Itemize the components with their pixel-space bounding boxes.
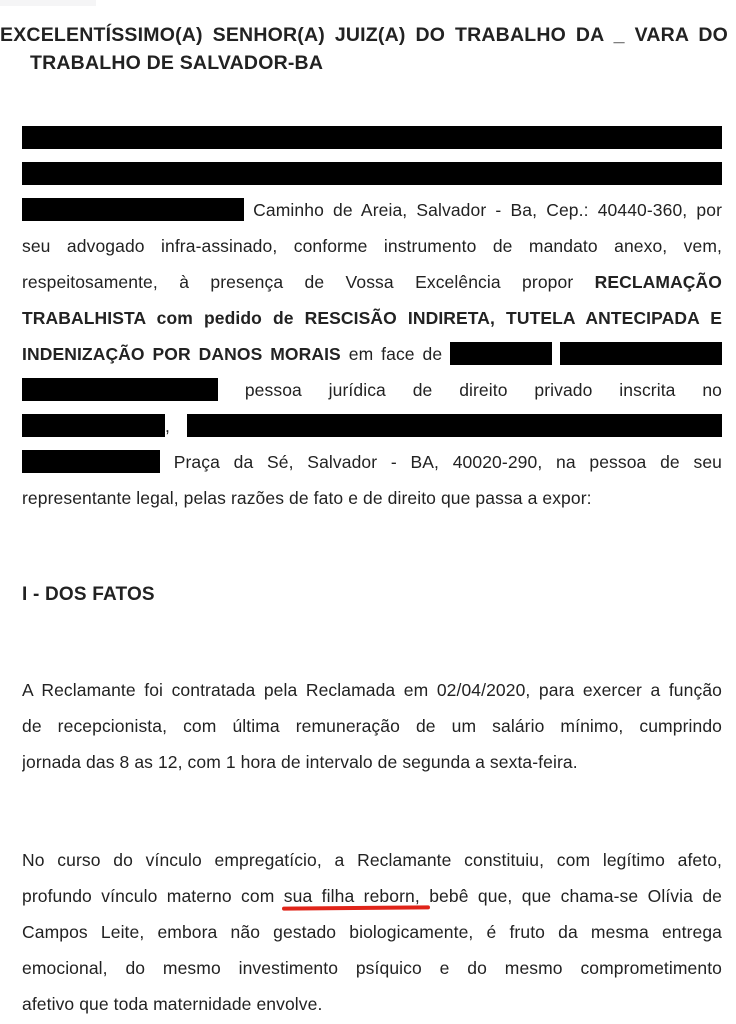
text-run: A Reclamante foi contratada pela Reclamada em 02/04/2020, para exercer a função <box>22 680 722 700</box>
redaction-bar <box>22 162 722 185</box>
paragraph-facts-1 <box>0 672 736 780</box>
document-line <box>22 372 722 408</box>
scan-artifact <box>0 0 96 6</box>
redaction-bar <box>22 126 722 149</box>
text-run: No curso do vínculo empregatício, a Reclamante constituiu, com legítimo afeto, <box>22 850 722 870</box>
text-run: Campos Leite, embora não gestado biologicamente, é fruto da mesma entrega <box>22 922 722 942</box>
document-line <box>22 228 722 264</box>
document-line <box>22 878 722 914</box>
text-run: profundo vínculo materno com <box>22 886 275 906</box>
document-line <box>22 950 722 986</box>
document-line <box>22 156 722 192</box>
document-title <box>0 0 736 77</box>
text-run: Praça da Sé, Salvador - BA, 40020-290, na pessoa de seu <box>173 452 722 472</box>
document-line <box>22 336 722 372</box>
text-run: jornada das 8 as 12, com 1 hora de intervalo de segunda a sexta-feira. <box>22 752 578 772</box>
text-run: afetivo que toda maternidade envolve. <box>22 994 323 1014</box>
redaction-bar <box>22 198 244 221</box>
opening-paragraph <box>0 120 736 516</box>
text-run: em face de <box>348 344 443 364</box>
text-run: representante legal, pelas razões de fato e de direito que passa a expor: <box>22 488 592 508</box>
redaction-bar <box>22 378 218 401</box>
text-run: de recepcionista, com última remuneração de um salário mínimo, cumprindo <box>22 716 722 736</box>
bold-text-run: INDENIZAÇÃO POR DANOS MORAIS <box>22 344 341 364</box>
document-line <box>22 300 722 336</box>
document-line <box>22 120 722 156</box>
paragraph-facts-2 <box>0 842 736 1022</box>
document-line <box>22 744 722 780</box>
redaction-bar <box>22 450 160 473</box>
document-line <box>22 444 722 480</box>
redaction-bar <box>560 342 722 365</box>
document-line <box>22 264 722 300</box>
title-line-1: EXCELENTÍSSIMO(A) SENHOR(A) JUIZ(A) DO TRABALHO DA _ VARA DO <box>0 24 728 46</box>
document-line <box>22 480 722 516</box>
text-run: respeitosamente, à presença de Vossa Excelência propor <box>22 272 574 292</box>
document-line <box>22 408 722 444</box>
section-heading-dos-fatos: I - DOS FATOS <box>22 584 155 605</box>
text-run: pessoa jurídica de direito privado inscrita no <box>244 380 722 400</box>
bold-text-run: TRABALHISTA com pedido de RESCISÃO INDIRETA, TUTELA ANTECIPADA E <box>22 308 722 328</box>
text-run: Caminho de Areia, Salvador - Ba, Cep.: 40440-360, por <box>253 200 722 220</box>
document-line <box>22 842 722 878</box>
text-run: , bebê que, que chama-se Olívia de <box>414 886 722 906</box>
text-run: , <box>165 416 170 436</box>
text-run: emocional, do mesmo investimento psíquico e do mesmo comprometimento <box>22 958 722 978</box>
document-line <box>22 708 722 744</box>
title-line-2: TRABALHO DE SALVADOR-BA <box>30 52 324 74</box>
document-line <box>22 192 722 228</box>
document-line <box>22 986 722 1022</box>
bold-text-run: RECLAMAÇÃO <box>594 272 722 292</box>
redaction-bar <box>187 414 722 437</box>
document-line <box>22 672 722 708</box>
redaction-bar <box>22 414 165 437</box>
text-run: seu advogado infra-assinado, conforme instrumento de mandato anexo, vem, <box>22 236 722 256</box>
redaction-bar <box>450 342 552 365</box>
document-line <box>22 914 722 950</box>
red-underlined-phrase: sua filha reborn <box>283 886 415 906</box>
